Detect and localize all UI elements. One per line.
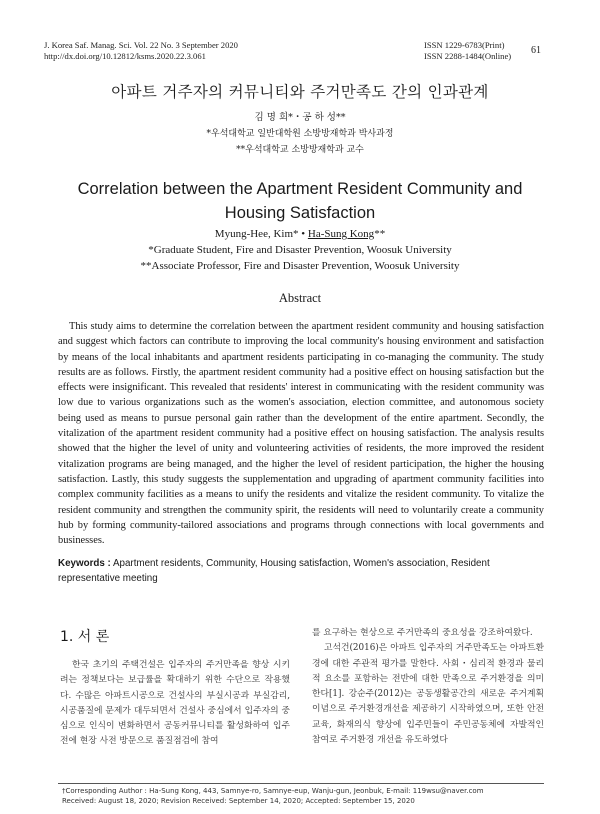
intro-right-column [312,626,544,748]
korean-affiliation-1: *우석대학교 일반대학원 소방방재학과 박사과정 [206,129,394,139]
abstract-body: This study aims to determine the correlation between the apartment resident community and housing satisfaction and suggest which factors can contribute to improving the local community's housing environment and satisfaction by means of the local inhabitants and apartment residents participating in co-managing the community. The study results are as follows. Firstly, the apartment resident community had a positive effect on housing satisfaction but the effects were insignificant. This revealed that residents' interest in communicating with the resident community was low due to various organizations such as the women's association, election committee, and autonomous society being used as means to pursue personal gain rather than the development of the entire apartment. Secondly, the vitalization of the apartment resident community had a positive effect on housing satisfaction. The analysis results showed that the higher the level of unity and volunteering activities of residents, the more improved the resident vitalization programs are being managed, and the higher the level of resident participation, the higher the housing satisfaction. Lastly, this study suggests the supplementation and upgrading of apartment community facilities into complex community facilities as a means to unify the residents and vitalize the resident community. To vitalize the resident community and strengthen the community spirit, the residents will need to voluntarily create a community hub by forming community-tailored associations and programs through connections with local governments and businesses. [58,321,544,547]
issn-block [424,40,511,61]
issn-online: ISSN 2288-1484(Online) [424,50,512,61]
journal-header [44,40,238,61]
footnote-divider [58,783,544,784]
author-1: Myung-Hee, Kim [214,228,294,240]
keywords [58,557,544,586]
author-separator: * • [293,228,308,240]
english-authors [0,228,600,240]
doi-link[interactable]: http://dx.doi.org/10.12812/ksms.2020.22.3.061 [44,50,206,61]
english-title-line-1: Correlation between the Apartment Resident Community and [77,180,523,198]
page-number: 61 [531,45,541,56]
section-heading: 1. 서 론 [60,629,110,645]
author-2: Ha-Sung Kong [307,228,375,240]
abstract-heading: Abstract [278,291,322,305]
received-dates: Received: August 18, 2020; Revision Received: September 14, 2020; Accepted: September 15, 2020 [62,797,415,806]
english-affiliation-2: **Associate Professor, Fire and Disaster Prevention, Woosuk University [140,260,460,272]
issn-print: ISSN 1229-6783(Print) [424,40,505,50]
korean-affiliation-2: **우석대학교 소방방재학과 교수 [236,145,364,155]
english-affiliation-1: *Graduate Student, Fire and Disaster Prevention, Woosuk University [148,244,452,256]
author-2-mark: ** [374,228,386,240]
intro-left-column: 한국 초기의 주택건설은 입주자의 주거만족을 향상 시키려는 정책보다는 보급률을 확대하기 위한 수단으로 작용했다. 수많은 아파트시공으로 건설사의 부실시공과 부실감리, 시공품질에 문제가 대두되면서 건설사 중심에서 입주자의 중심으로 인식이 변화하면서 공동커뮤니티를 활성화하여 입주 전에 현장 사전 방문으로 품질점검에 참여 [60,660,290,747]
keywords-label: Keywords : [58,558,111,569]
english-title [0,177,600,225]
corresponding-author: †Corresponding Author : Ha-Sung Kong, 443, Samnye-ro, Samnye-eup, Wanju-gun, Jeonbuk, E-mail: 119wsu@naver.com [62,787,484,795]
korean-authors: 김 명 희*・공 하 성** [254,112,346,123]
journal-citation: J. Korea Saf. Manag. Sci. Vol. 22 No. 3 September 2020 [44,40,238,50]
intro-right-continuation: 를 요구하는 현상으로 주거만족의 중요성을 강조하여왔다. [312,628,533,638]
keywords-text: Apartment residents, Community, Housing satisfaction, Women's association, Resident representative meeting [58,558,490,584]
footnote [62,786,548,806]
intro-right-paragraph: 고석건(2016)은 아파트 입주자의 거주만족도는 아파트환경에 대한 주관적 평가를 말한다. 사회・심리적 환경과 물리적 요소를 포함하는 전반에 대한 만족으로 주거환경을 의미한다[1]. 강순주(2012)는 공동생활공간의 새로운 주거계획 이념으로 주거환경개선을 제공하기 시작하였으며, 또한 안전교육, 화재의식 향상에 입주민들이 주민공동체에 자발적인 참여로 주거환경 개선을 유도하였다 [312,643,544,746]
korean-title: 아파트 거주자의 커뮤니티와 주거만족도 간의 인과관계 [111,83,489,101]
english-title-line-2: Housing Satisfaction [224,204,376,222]
